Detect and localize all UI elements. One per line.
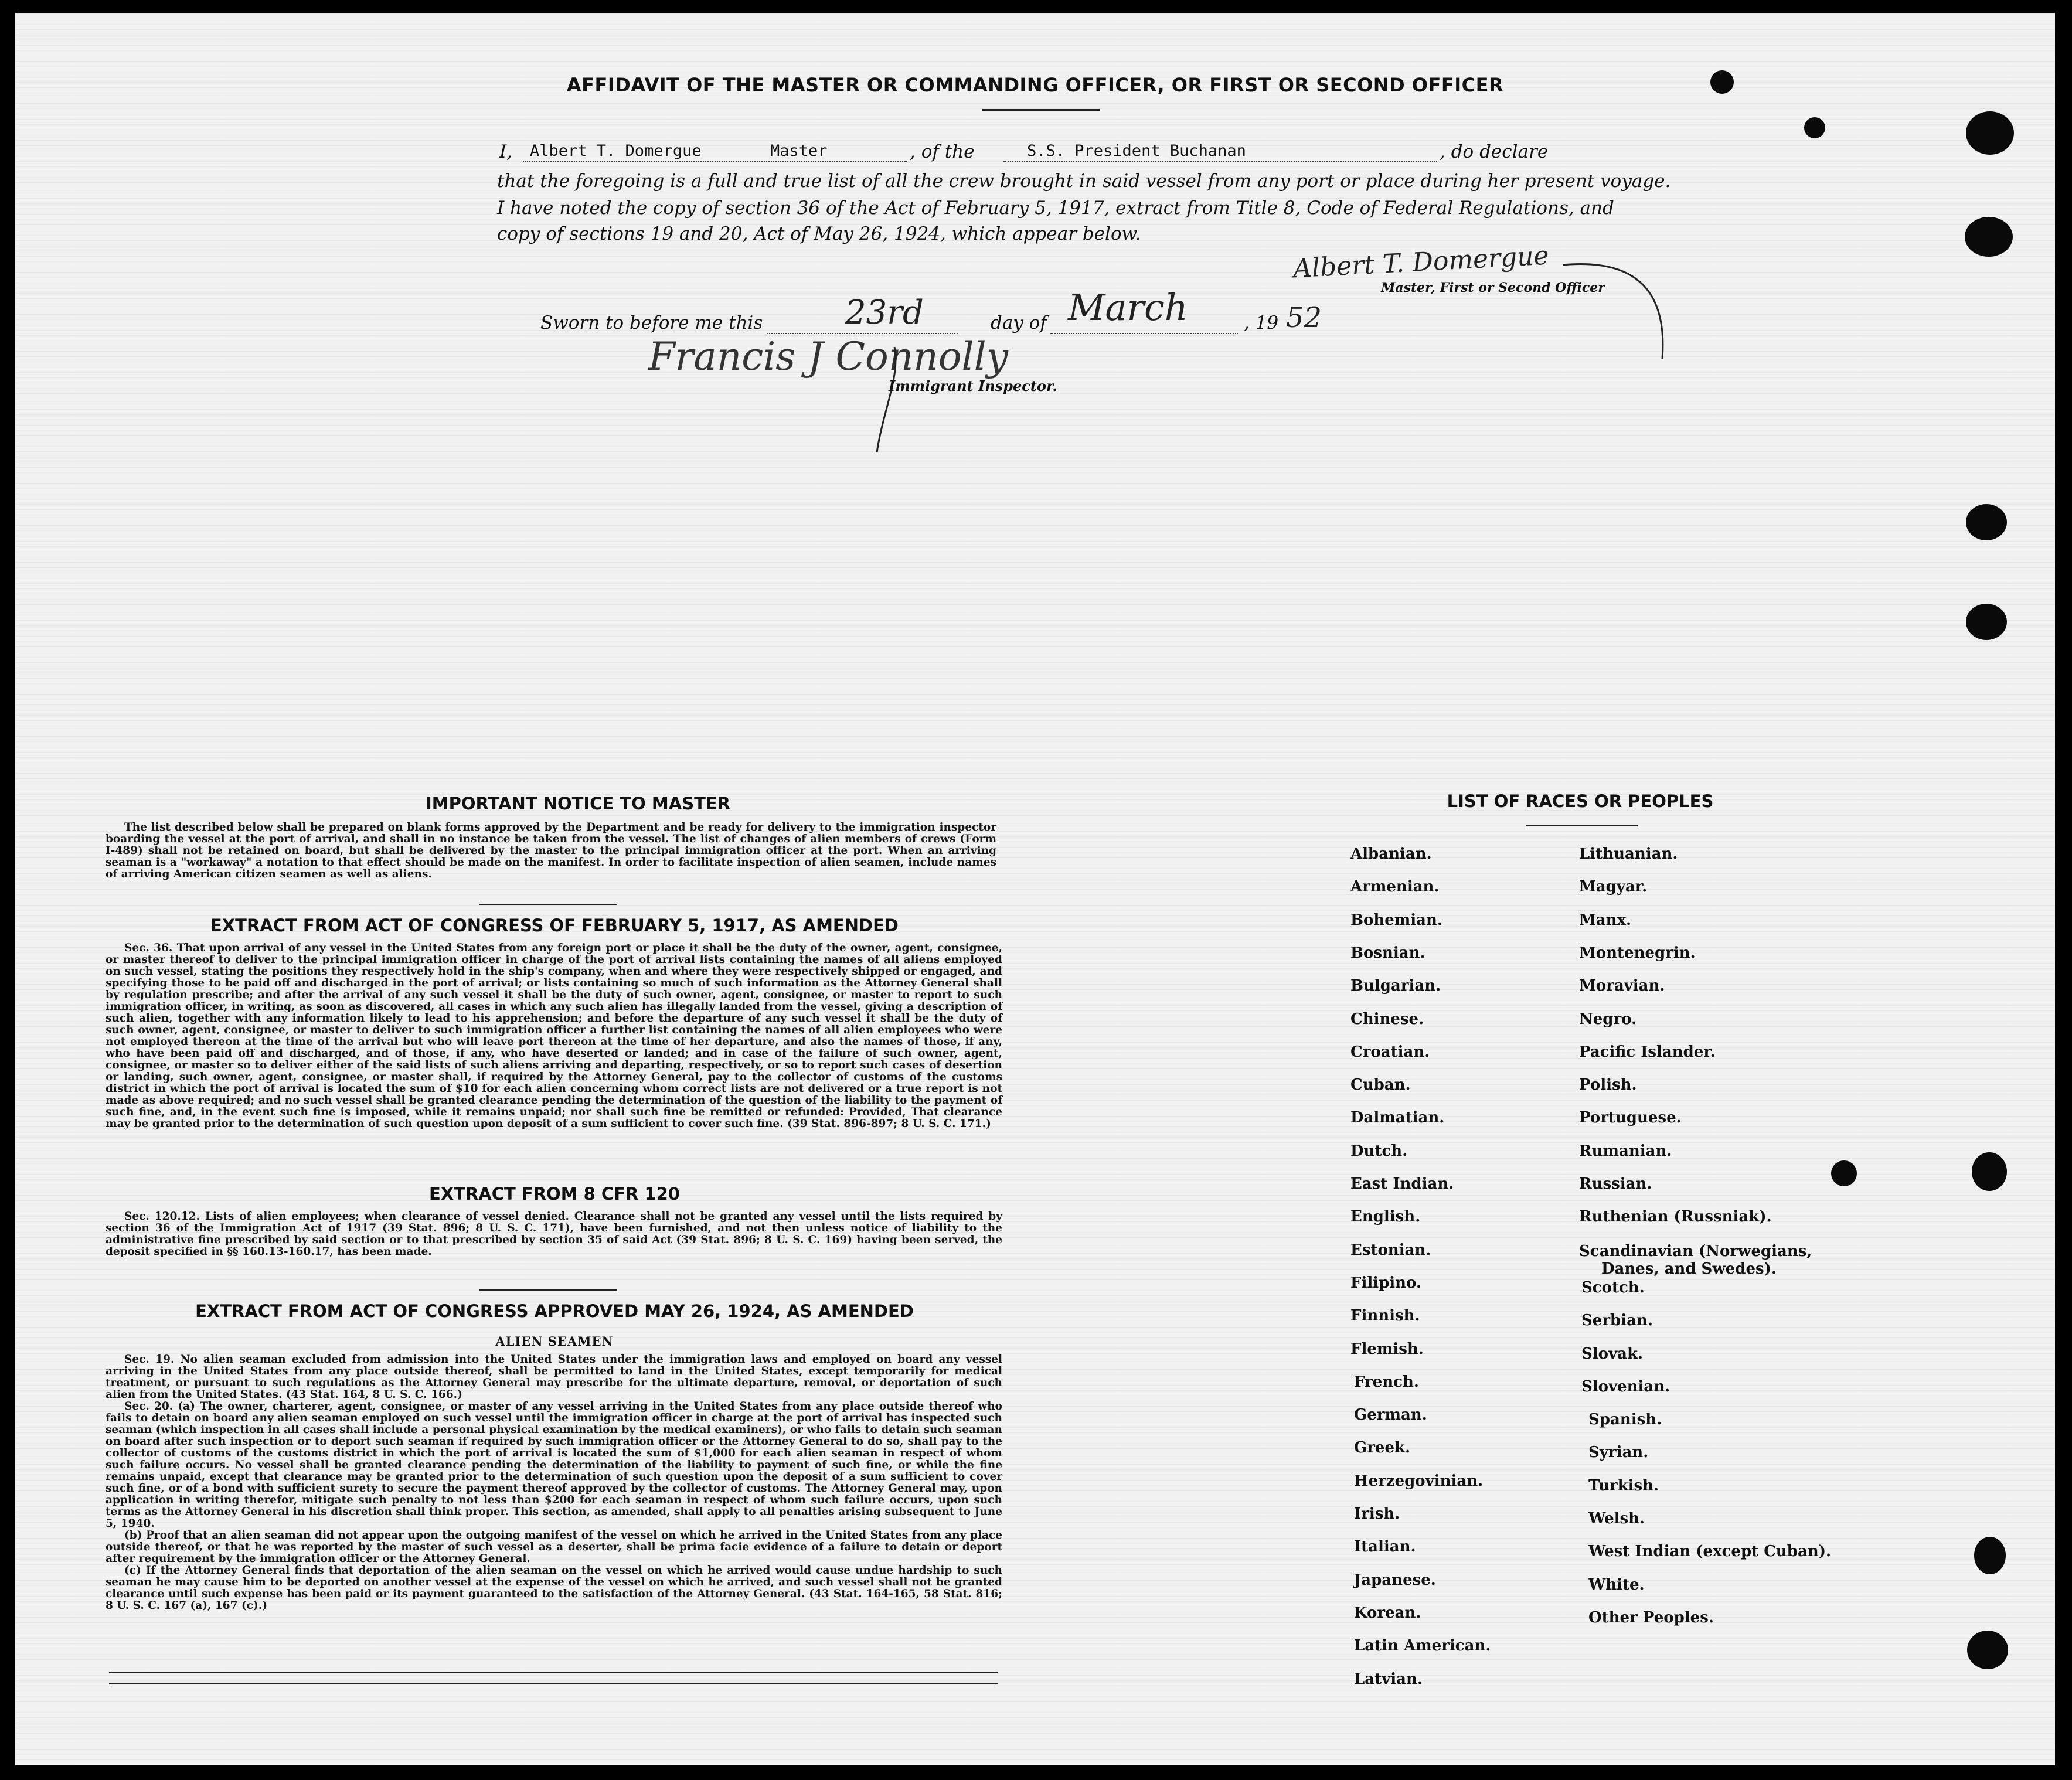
do-declare-label: , do declare [1440, 141, 1549, 162]
race-item-right: Syrian. [1588, 1444, 1649, 1462]
pronoun-i: I, [499, 141, 513, 162]
race-item-right: Slovak. [1581, 1345, 1644, 1363]
declarant-rank: Master [770, 142, 828, 160]
race-item-left: Bohemian. [1350, 911, 1442, 929]
sec-120-12-paragraph: Sec. 120.12. Lists of alien employees; when clearance of vessel denied. Clearance shall not be granted any vessel until the lists required by section 36 of the Immigration Act of 1917 (39 Stat. 896; 8 U. S. C. 171), have been furnished, and not then unless notice of liability to the administrative fine prescribed by said section or to that prescribed by section 35 of said Act (39 Stat. 896; 8 U. S. C. 169) having been served, the deposit specified in §§ 160.13-160.17, has been made. [106, 1210, 1002, 1258]
punch-hole [1966, 604, 2007, 640]
races-heading: LIST OF RACES OR PEOPLES [1447, 791, 1714, 811]
notice-paragraph: The list described below shall be prepared on blank forms approved by the Department and be ready for delivery to the immigration inspector boarding the vessel at the port of arrival, and shall in no instance be taken from the vessel. The list of changes of alien members of crews (Form I-489) shall not be retained on board, but shall be delivered by the master to the principal immigration officer at the port. When an arriving seaman is a "workaway" a notation to that effect should be made on the manifest. In order to facilitate inspection of alien seamen, include names of arriving American citizen seamen as well as aliens. [106, 821, 996, 880]
punch-hole [1831, 1160, 1857, 1186]
race-item-right: Moravian. [1579, 977, 1665, 995]
extract-1924-heading: EXTRACT FROM ACT OF CONGRESS APPROVED MAY 26, 1924, AS AMENDED [195, 1301, 914, 1321]
extract-8cfr-heading: EXTRACT FROM 8 CFR 120 [429, 1184, 680, 1204]
race-item-right: Serbian. [1581, 1312, 1653, 1330]
race-item-right: Ruthenian (Russniak). [1579, 1208, 1772, 1226]
affidavit-line-1 [499, 143, 1818, 166]
extract-1924-text [106, 1354, 1002, 1612]
sworn-day: 23rd [845, 294, 924, 332]
race-item-left: Japanese. [1354, 1571, 1436, 1589]
race-item-left: Albanian. [1350, 845, 1432, 863]
bottom-rule-2 [109, 1683, 998, 1684]
sworn-label: Sworn to before me this [540, 312, 763, 333]
race-item-right: Negro. [1579, 1010, 1637, 1028]
sec-20a-paragraph: Sec. 20. (a) The owner, charterer, agent, consignee, or master of any vessel arriving in the United States from any place outside thereof who fails to detain on board any alien seaman employed on such vessel until the immigration officer in charge at the port of arrival has inspected such seaman (which inspection in all cases shall include a personal physical examination by the medical examiners), or who fails to detain such seaman on board after such inspection or to deport such seaman if required by such immigration officer or the Attorney General to do so, shall pay to the collector of customs of the customs district in which the port of arrival is located the sum of $1,000 for each alien seaman in respect of whom such failure occurs. No vessel shall be granted clearance pending the determination of the liability to payment of such fine, or while the fine remains unpaid, except that clearance may be granted prior to the determination of such question upon the deposit of a sum sufficient to cover such fine, or of a bond with sufficient surety to secure the payment thereof approved by the collector of customs. The Attorney General may, upon application in writing therefor, mitigate such penalty to not less than $200 for each seaman in respect of whom such failure occurs, upon such terms as the Attorney General in his discretion shall think proper. This section, as amended, shall apply to all penalties arising subsequent to June 5, 1940. [106, 1400, 1002, 1530]
race-item-right: Manx. [1579, 911, 1632, 929]
sworn-month: March [1068, 286, 1188, 329]
race-item-right: Spanish. [1588, 1411, 1662, 1429]
race-item-right: Montenegrin. [1579, 944, 1696, 962]
race-item-right: Pacific Islander. [1579, 1043, 1716, 1061]
affidavit-line-4: copy of sections 19 and 20, Act of May 26, 1924, which appear below. [497, 223, 1141, 244]
race-item-right: Danes, and Swedes). [1601, 1260, 1777, 1278]
race-item-right: Other Peoples. [1588, 1608, 1714, 1626]
races-divider [1526, 825, 1638, 826]
inspector-caption: Immigrant Inspector. [889, 377, 1057, 394]
race-item-right: Lithuanian. [1579, 845, 1678, 863]
race-item-left: Flemish. [1350, 1340, 1424, 1358]
race-item-right: White. [1588, 1575, 1645, 1594]
race-item-left: German. [1354, 1406, 1427, 1424]
of-the-label: , of the [910, 141, 975, 162]
alien-seamen-subheading: ALIEN SEAMEN [495, 1334, 614, 1349]
year-prefix: , 19 [1244, 312, 1279, 333]
signature-flourish [1539, 247, 1680, 370]
race-item-right: Scandinavian (Norwegians, [1579, 1242, 1812, 1260]
extract-1917-text [106, 942, 1002, 1130]
race-item-left: Dutch. [1350, 1142, 1408, 1160]
race-item-right: Welsh. [1588, 1510, 1645, 1527]
master-signature-caption: Master, First or Second Officer [1381, 280, 1605, 295]
affidavit-title: AFFIDAVIT OF THE MASTER OR COMMANDING OFFICER, OR FIRST OR SECOND OFFICER [566, 74, 1504, 96]
race-item-left: Cuban. [1350, 1076, 1411, 1094]
race-item-left: Finnish. [1350, 1307, 1420, 1325]
sworn-year: 52 [1286, 301, 1322, 334]
bottom-rule [109, 1672, 998, 1673]
race-item-left: Latvian. [1354, 1670, 1423, 1688]
notice-heading: IMPORTANT NOTICE TO MASTER [425, 794, 731, 814]
race-item-left: East Indian. [1350, 1175, 1454, 1193]
punch-hole [1974, 1537, 2006, 1574]
punch-hole [1966, 111, 2014, 155]
master-signature: Albert T. Domergue [1292, 240, 1550, 284]
race-item-left: Bosnian. [1350, 944, 1425, 962]
race-item-right: Russian. [1579, 1175, 1652, 1193]
race-item-right: Rumanian. [1579, 1142, 1672, 1160]
sec-20c-paragraph: (c) If the Attorney General finds that deportation of the alien seaman on the vessel on which he arrived would cause undue hardship to such seaman he may cause him to be deported on another vessel at the expense of the vessel on which he arrived, and such vessel shall not be granted clearance until such expense has been paid or its payment guaranteed to the satisfaction of the Attorney General. (43 Stat. 164-165, 58 Stat. 816; 8 U. S. C. 167 (a), 167 (c).) [106, 1564, 1002, 1612]
declarant-name: Albert T. Domergue [530, 142, 702, 160]
race-item-right: Scotch. [1581, 1278, 1645, 1296]
sec-19-paragraph: Sec. 19. No alien seaman excluded from admission into the United States under the immigration laws and employed on board any vessel arriving in the United States from any place outside thereof, shall be permitted to land in the United States, except temporarily for medical treatment, or pursuant to such regulations as the Attorney General may prescribe for the ultimate departure, removal, or deportation of such alien from the United States. (43 Stat. 164, 8 U. S. C. 166.) [106, 1353, 1002, 1401]
title-divider [982, 109, 1100, 111]
race-item-left: English. [1350, 1208, 1421, 1226]
race-item-left: Croatian. [1350, 1043, 1430, 1061]
race-item-left: Herzegovinian. [1354, 1472, 1484, 1490]
race-item-left: French. [1354, 1373, 1419, 1391]
extract-1917-heading: EXTRACT FROM ACT OF CONGRESS OF FEBRUARY 5, 1917, AS AMENDED [210, 915, 899, 935]
sec-20b-paragraph: (b) Proof that an alien seaman did not appear upon the outgoing manifest of the vessel on which he arrived in the United States from any place outside thereof, or that he was reported by the master of such vessel as a deserter, shall be prima facie evidence of a failure to detain or deport after requirement by the immigration officer or the Attorney General. [106, 1529, 1002, 1565]
race-item-left: Chinese. [1350, 1010, 1424, 1028]
cfr-divider [479, 1289, 617, 1291]
race-item-left: Korean. [1354, 1604, 1421, 1622]
punch-hole [1972, 1152, 2007, 1191]
vessel-name: S.S. President Buchanan [1027, 142, 1246, 160]
punch-hole [1967, 1631, 2008, 1669]
race-item-left: Italian. [1354, 1538, 1416, 1556]
affidavit-line-3: I have noted the copy of section 36 of the Act of February 5, 1917, extract from Title 8, Code of Federal Regulations, and [497, 198, 1614, 219]
race-item-left: Irish. [1354, 1505, 1400, 1523]
race-item-left: Greek. [1354, 1439, 1411, 1457]
inspector-signature-stroke [859, 341, 930, 458]
punch-hole [1966, 504, 2007, 540]
document-page [15, 13, 2055, 1765]
race-item-right: West Indian (except Cuban). [1588, 1543, 1832, 1561]
notice-divider [479, 904, 617, 905]
race-item-right: Polish. [1579, 1076, 1637, 1094]
race-item-right: Turkish. [1588, 1476, 1659, 1495]
punch-hole [1804, 117, 1825, 138]
day-of-label: day of [991, 312, 1047, 333]
race-item-right: Magyar. [1579, 878, 1648, 896]
race-item-left: Latin American. [1354, 1637, 1491, 1655]
affidavit-line-2: that the foregoing is a full and true list of all the crew brought in said vessel from any port or place during her present voyage. [497, 171, 1671, 192]
race-item-right: Slovenian. [1581, 1377, 1670, 1396]
race-item-left: Estonian. [1350, 1241, 1431, 1259]
race-item-right: Portuguese. [1579, 1109, 1682, 1127]
race-item-left: Dalmatian. [1350, 1109, 1445, 1127]
race-item-left: Bulgarian. [1350, 977, 1441, 995]
sec-36-paragraph: Sec. 36. That upon arrival of any vessel in the United States from any foreign port or place it shall be the duty of the owner, agent, consignee, or master thereof to deliver to the principal immigration officer in charge of the port of arrival lists containing the names of all aliens employed on such vessel, stating the positions they respectively hold in the ship's company, when and where they were respectively shipped or engaged, and specifying those to be paid off and discharged in the port of arrival; or lists containing so much of such information as the Attorney General shall by regulation prescribe; and after the arrival of any such vessel it shall be the duty of such owner, agent, consignee, or master to report to such immigration officer, in writing, as soon as discovered, all cases in which any such alien has illegally landed from the vessel, giving a description of such alien, together with any information likely to lead to his apprehension; and before the departure of any such vessel it shall be the duty of such owner, agent, consignee, or master to deliver to such immigration officer a further list containing the names of all alien employees who were not employed thereon at the time of the arrival but who will leave port thereon at the time of her departure, and also the names of those, if any, who have been paid off and discharged, and of those, if any, who have deserted or landed; and in case of the failure of such owner, agent, consignee, or master so to deliver either of the said lists of such aliens arriving and departing, respectively, or so to report such cases of desertion or landing, such owner, agent, consignee, or master shall, if required by the Attorney General, pay to the collector of customs of the customs district in which the port of arrival is located the sum of $10 for each alien concerning whom correct lists are not delivered or a true report is not made as above required; and no such vessel shall be granted clearance pending the determination of the question of the liability to the payment of such fine, and, in the event such fine is imposed, while it remains unpaid; nor shall such fine be remitted or refunded: Provided, That clearance may be granted prior to the determination of such question upon deposit of a sum sufficient to cover such fine. (39 Stat. 896-897; 8 U. S. C. 171.) [106, 942, 1002, 1130]
race-item-left: Filipino. [1350, 1274, 1421, 1292]
inspector-signature: Francis J Connolly [648, 334, 1009, 379]
race-item-left: Armenian. [1350, 878, 1440, 896]
punch-hole [1965, 217, 2013, 257]
notice-text [106, 822, 996, 880]
extract-8cfr-text [106, 1211, 1002, 1258]
